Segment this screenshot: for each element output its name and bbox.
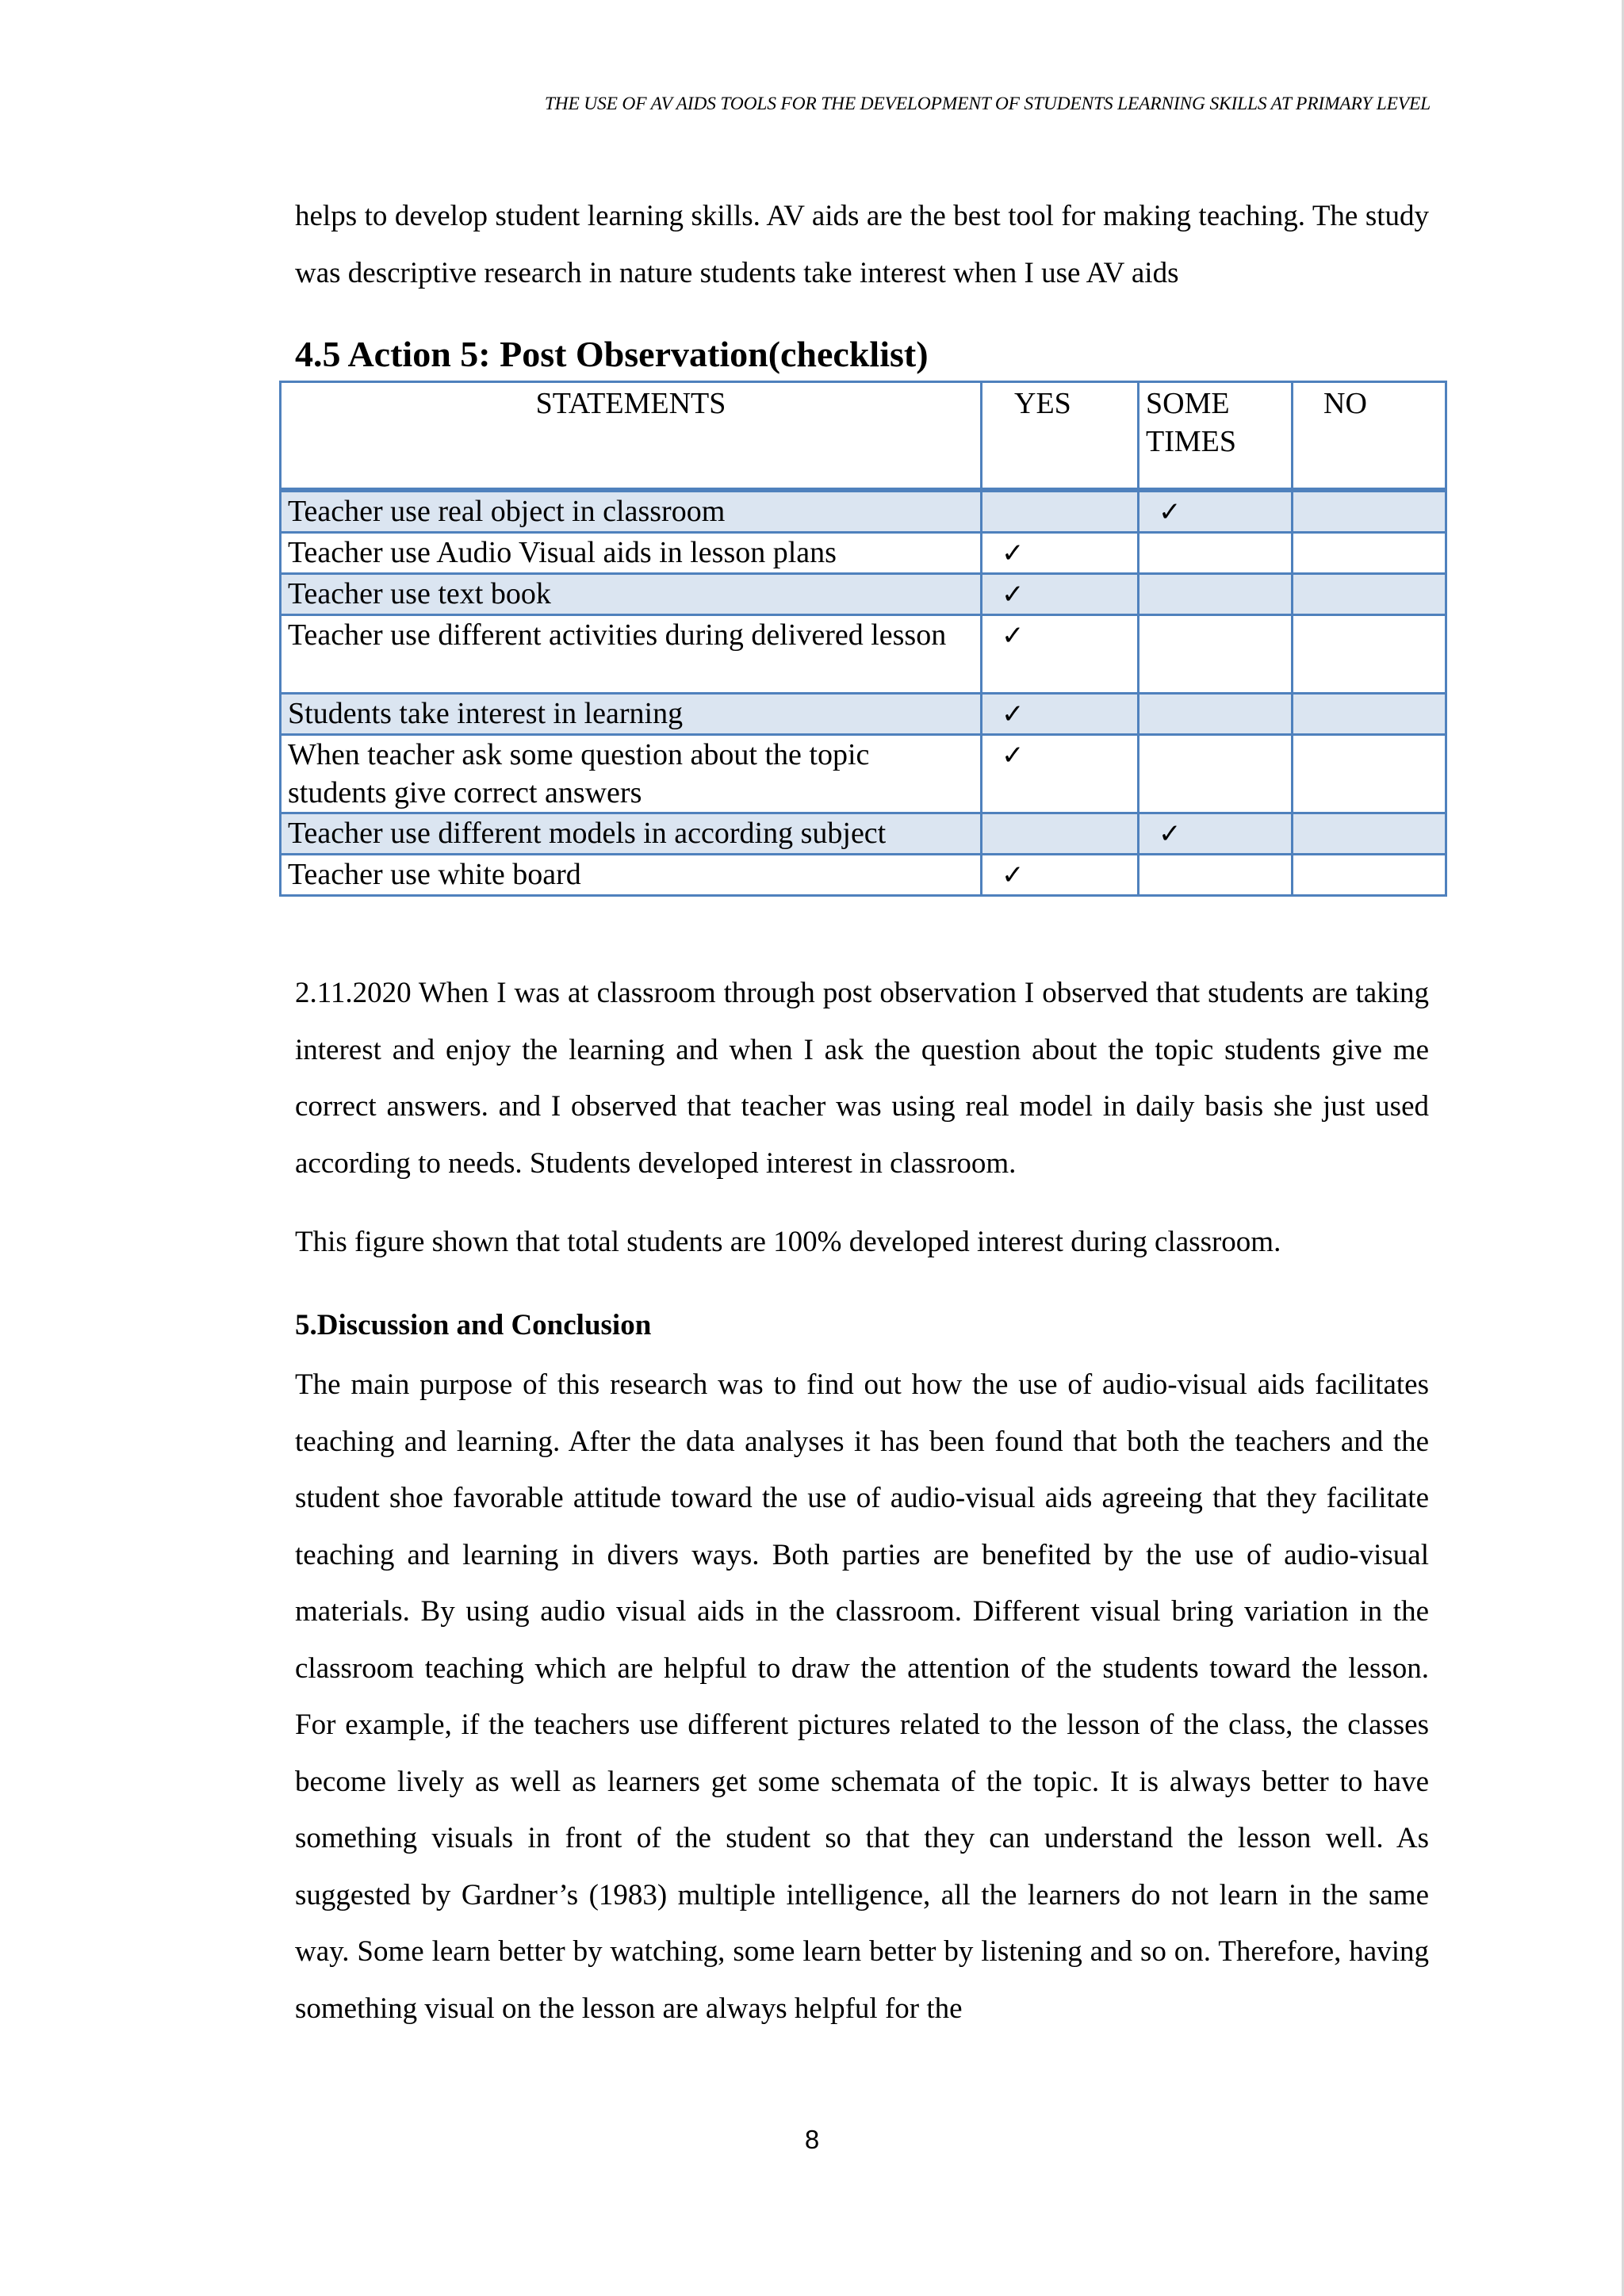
response-cell: [982, 694, 1139, 735]
table-row: [281, 735, 1446, 813]
response-cell: [982, 490, 1139, 533]
statement-cell: Teacher use white board: [281, 855, 982, 896]
check-mark-icon: ✓: [1002, 538, 1025, 569]
response-cell: [982, 533, 1139, 574]
column-header-sometimes: SOME TIMES: [1139, 382, 1293, 491]
response-cell: [1293, 615, 1446, 694]
response-cell: [982, 855, 1139, 896]
table-row: [281, 855, 1446, 896]
check-mark-icon: ✓: [1159, 496, 1182, 528]
column-header-statements: STATEMENTS: [281, 382, 982, 491]
intro-paragraph: helps to develop student learning skills. AV aids are the best tool for making teaching. The study was descriptive research in nature students take interest when I use AV aids: [295, 200, 1429, 289]
response-cell: [982, 735, 1139, 813]
statement-cell: Teacher use real object in classroom: [281, 490, 982, 533]
discussion-paragraph: The main purpose of this research was to find out how the use of audio-visual aids facilitates teaching and learning. After the data analyses it has been found that both the teachers and the student shoe favorable attitude toward the use of audio-visual aids agreeing that they facilitate teaching and learning in divers ways. Both parties are benefited by the use of audio-visual materials. By using audio visual aids in the classroom. Different visual bring variation in the classroom teaching which are helpful to draw the attention of the students toward the lesson. For example, if the teachers use different pictures related to the lesson of the class, the classes become lively as well as learners get some schemata of the topic. It is always better to have something visuals in front of the student so that they can understand the lesson well. As suggested by Gardner’s (1983) multiple intelligence, all the learners do not learn in the same way. Some learn better by watching, some learn better by listening and so on. Therefore, having something visual on the lesson are always helpful for the: [295, 1368, 1429, 2025]
response-cell: [1293, 813, 1446, 855]
table-row: [281, 574, 1446, 615]
response-cell: [1293, 574, 1446, 615]
table-row: [281, 615, 1446, 694]
checklist-header-row: [281, 382, 1446, 491]
check-mark-icon: ✓: [1002, 620, 1025, 652]
column-header-no: NO: [1293, 382, 1446, 491]
checklist-table: [279, 381, 1447, 897]
check-mark-icon: ✓: [1002, 859, 1025, 891]
page-number: 8: [804, 2125, 820, 2154]
statement-cell: Teacher use different models in according subject: [281, 813, 982, 855]
response-cell: [1139, 813, 1293, 855]
observation-paragraph: 2.11.2020 When I was at classroom through post observation I observed that students are taking interest and enjoy the learning and when I ask the question about the topic students give me correct answers. and I observed that teacher was using real model in daily basis she just used according to needs. Students developed interest in classroom.: [295, 977, 1429, 1180]
section-heading: 4.5 Action 5: Post Observation(checklist): [295, 334, 929, 374]
response-cell: [1139, 694, 1293, 735]
checklist-body: [281, 490, 1446, 896]
response-cell: [1139, 855, 1293, 896]
response-cell: [982, 574, 1139, 615]
statement-cell: Students take interest in learning: [281, 694, 982, 735]
response-cell: [1139, 490, 1293, 533]
running-header: THE USE OF AV AIDS TOOLS FOR THE DEVELOPMENT OF STUDENTS LEARNING SKILLS AT PRIMARY LEVEL: [544, 94, 1431, 114]
response-cell: [1139, 615, 1293, 694]
statement-cell: When teacher ask some question about the topic students give correct answers: [281, 735, 982, 813]
response-cell: [982, 615, 1139, 694]
table-row: [281, 694, 1446, 735]
check-mark-icon: ✓: [1159, 818, 1182, 850]
check-mark-icon: ✓: [1002, 698, 1025, 730]
table-row: [281, 490, 1446, 533]
response-cell: [1293, 533, 1446, 574]
response-cell: [1139, 533, 1293, 574]
statement-cell: Teacher use text book: [281, 574, 982, 615]
response-cell: [1293, 490, 1446, 533]
response-cell: [1139, 574, 1293, 615]
response-cell: [1139, 735, 1293, 813]
check-mark-icon: ✓: [1002, 579, 1025, 610]
statement-cell: Teacher use different activities during delivered lesson: [281, 615, 982, 694]
discussion-heading: 5.Discussion and Conclusion: [295, 1309, 652, 1341]
response-cell: [1293, 735, 1446, 813]
table-row: [281, 533, 1446, 574]
response-cell: [1293, 855, 1446, 896]
check-mark-icon: ✓: [1002, 740, 1025, 771]
response-cell: [982, 813, 1139, 855]
response-cell: [1293, 694, 1446, 735]
table-row: [281, 813, 1446, 855]
column-header-yes: YES: [982, 382, 1139, 491]
figure-note: This figure shown that total students are 100% developed interest during classroom.: [295, 1226, 1281, 1258]
statement-cell: Teacher use Audio Visual aids in lesson plans: [281, 533, 982, 574]
